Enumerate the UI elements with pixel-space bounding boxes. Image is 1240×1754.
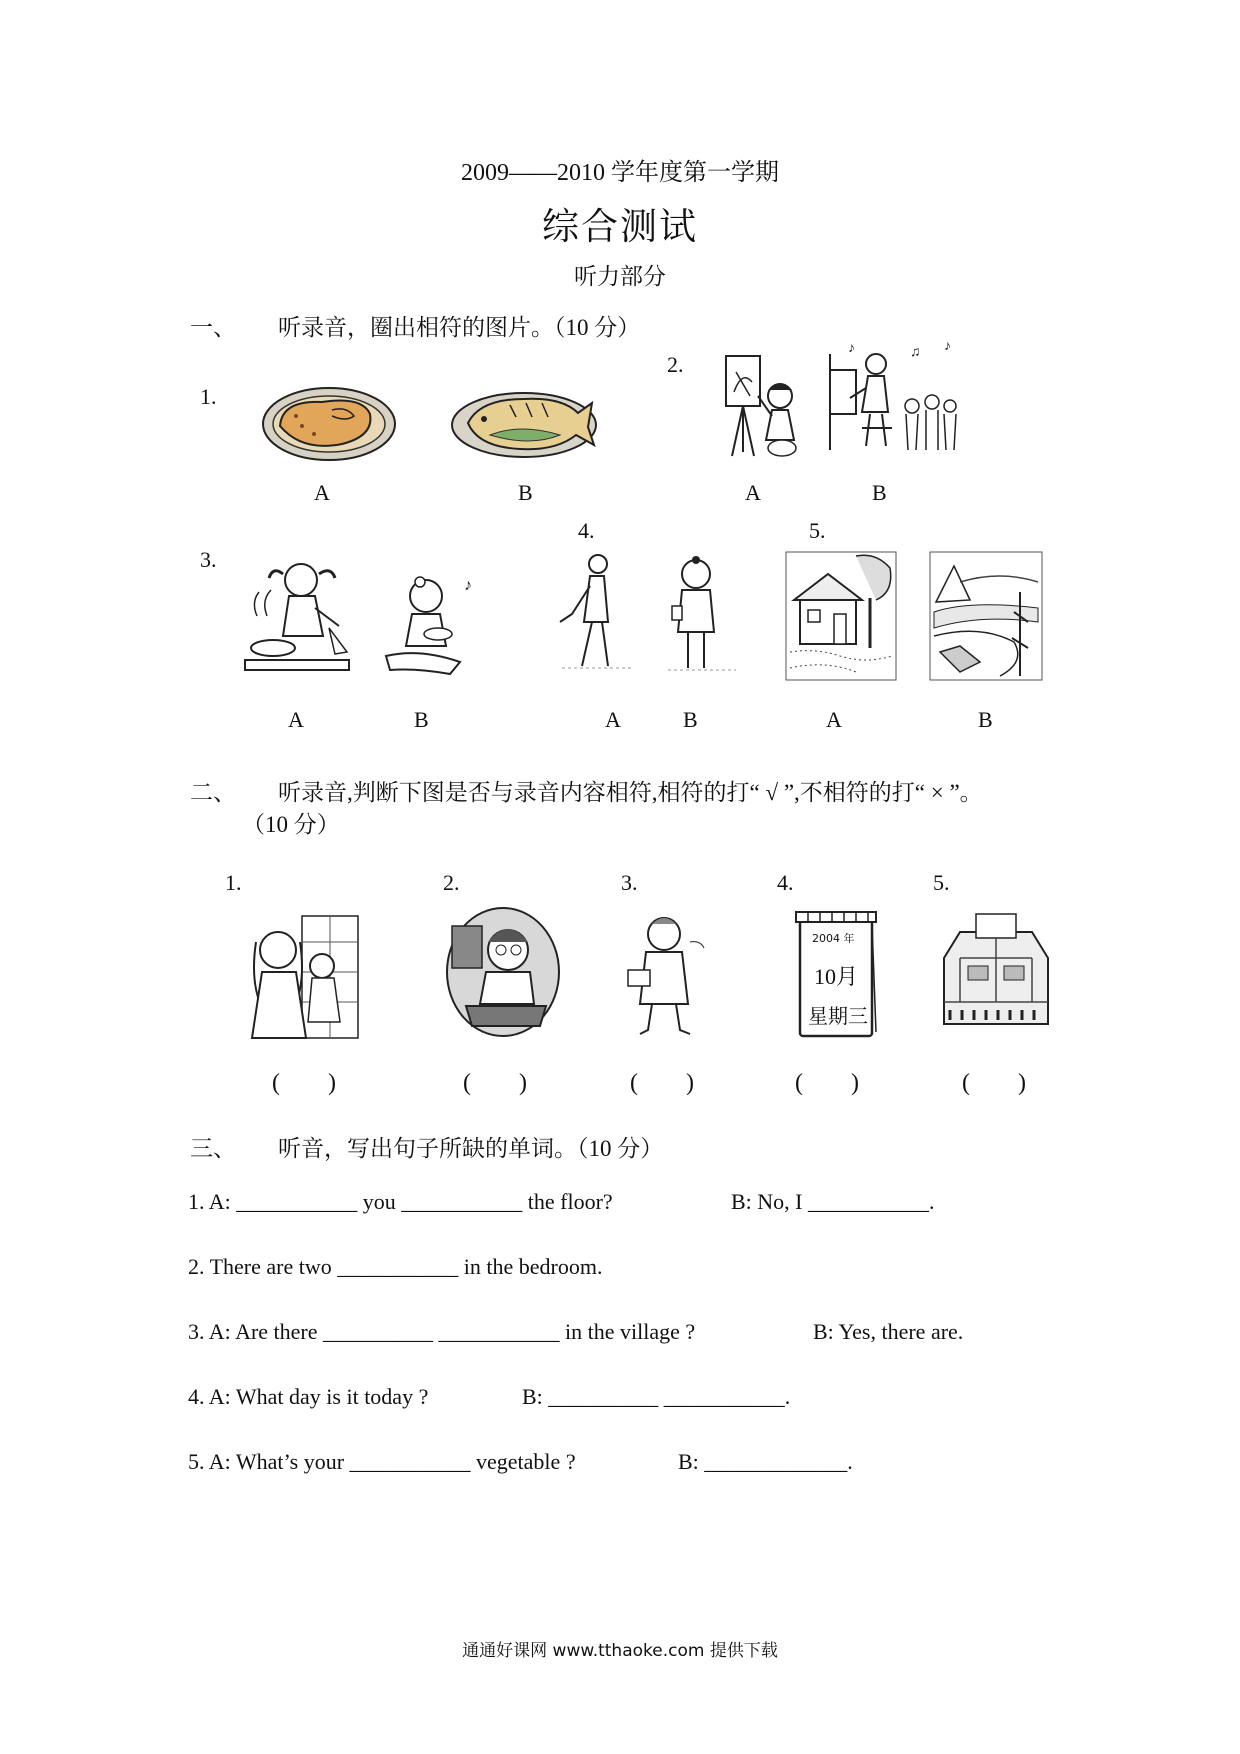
- s3-q4-line-b[interactable]: B: __________ ___________.: [522, 1384, 791, 1409]
- s1-item1-number: 1.: [200, 384, 217, 409]
- section1-instruction: 听录音，圈出相符的图片。（10 分）: [278, 315, 641, 340]
- man-with-book-icon: [620, 912, 708, 1038]
- washing-dishes-girl-icon: [380, 572, 488, 676]
- walking-woman-icon: [556, 552, 636, 676]
- section3-instruction: 听音，写出句子所缺的单词。（10 分）: [278, 1136, 664, 1161]
- svg-text:♪: ♪: [944, 339, 951, 354]
- s1-item4-option-b: B: [683, 707, 698, 732]
- s1-item3-number: 3.: [200, 547, 217, 572]
- s2-item5-answer-box[interactable]: ( ): [962, 1070, 1026, 1096]
- calendar-weekday: 星期三: [808, 1006, 868, 1028]
- s2-item2-number: 2.: [443, 870, 460, 895]
- girls-at-window-icon: [242, 912, 360, 1040]
- svg-text:♪: ♪: [464, 577, 472, 594]
- s3-q5-line-a[interactable]: 5. A: What’s your ___________ vegetable ?: [188, 1449, 576, 1474]
- s3-q1-line-a[interactable]: 1. A: ___________ you ___________ the floor?: [188, 1189, 613, 1214]
- calendar-month: 10月: [814, 964, 859, 989]
- s3-q4-line-a: 4. A: What day is it today ?: [188, 1384, 429, 1409]
- s2-item2-answer-box[interactable]: ( ): [463, 1070, 527, 1096]
- playing-piano-icon: [826, 340, 962, 458]
- house-floorplan-icon: [940, 912, 1052, 1038]
- section2-instruction: 听录音,判断下图是否与录音内容相符,相符的打“ √ ”,不相符的打“ × ”。: [278, 780, 983, 805]
- s1-item2-option-a: A: [745, 480, 761, 505]
- s3-q5-line-b[interactable]: B: _____________.: [678, 1449, 853, 1474]
- village-house-icon: [786, 552, 896, 680]
- river-landscape-icon: [930, 552, 1042, 680]
- section3-marker: 三、: [190, 1136, 236, 1161]
- s1-item1-option-a: A: [314, 480, 330, 505]
- s1-item4-number: 4.: [578, 518, 595, 543]
- cooking-girl-icon: [243, 556, 353, 676]
- section2-marker: 二、: [190, 780, 236, 805]
- s3-q3-line-a[interactable]: 3. A: Are there __________ ___________ in the village ?: [188, 1319, 696, 1344]
- fish-plate-icon: [450, 383, 598, 463]
- s2-item4-number: 4.: [777, 870, 794, 895]
- s3-q3-line-b: B: Yes, there are.: [813, 1319, 964, 1344]
- s1-item3-option-a: A: [288, 707, 304, 732]
- standing-woman-icon: [660, 556, 738, 676]
- s2-item1-number: 1.: [225, 870, 242, 895]
- s2-item3-answer-box[interactable]: ( ): [630, 1070, 694, 1096]
- s1-item3-option-b: B: [414, 707, 429, 732]
- s1-item5-option-a: A: [826, 707, 842, 732]
- section2-instruction-points: （10 分）: [242, 812, 340, 837]
- svg-text:♪: ♪: [848, 341, 855, 356]
- page-title: 综合测试: [542, 207, 698, 248]
- calendar-year: 2004 年: [812, 932, 855, 945]
- s2-item5-number: 5.: [933, 870, 950, 895]
- footer-source: 通通好课网 www.tthaoke.com 提供下载: [462, 1641, 778, 1661]
- s1-item5-number: 5.: [809, 518, 826, 543]
- s1-item4-option-a: A: [605, 707, 621, 732]
- s1-item2-number: 2.: [667, 352, 684, 377]
- s1-item1-option-b: B: [518, 480, 533, 505]
- section1-marker: 一、: [190, 315, 236, 340]
- s1-item2-option-b: B: [872, 480, 887, 505]
- term-heading: 2009——2010 学年度第一学期: [461, 160, 779, 186]
- bread-plate-icon: [262, 386, 396, 462]
- s3-q1-line-b[interactable]: B: No, I ___________.: [731, 1189, 935, 1214]
- s2-item3-number: 3.: [621, 870, 638, 895]
- part-subtitle: 听力部分: [574, 264, 666, 289]
- s3-q2-line[interactable]: 2. There are two ___________ in the bedroom.: [188, 1254, 603, 1279]
- svg-text:♫: ♫: [910, 345, 921, 360]
- painting-boy-icon: [718, 352, 810, 458]
- boy-at-computer-icon: [446, 906, 560, 1038]
- s1-item5-option-b: B: [978, 707, 993, 732]
- s2-item4-answer-box[interactable]: ( ): [795, 1070, 859, 1096]
- s2-item1-answer-box[interactable]: ( ): [272, 1070, 336, 1096]
